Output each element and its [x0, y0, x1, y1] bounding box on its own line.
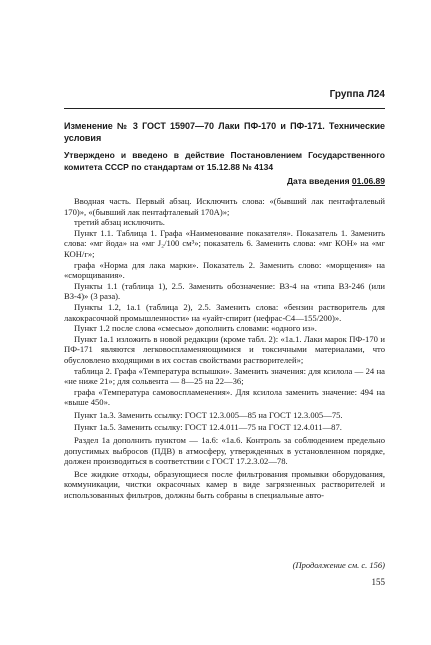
approval-statement: Утверждено и введено в действие Постановлением Государственного комитета СССР по стандартам от 15.12.88 № 4134	[64, 150, 385, 172]
effective-date-label: Дата введения	[286, 176, 350, 186]
paragraph: Пункт 1а.1 изложить в новой редакции (кроме табл. 2): «1а.1. Лаки марок ПФ-170 и ПФ-171 являются легковоспламеняющимися и токсичными материалами, что обусловлено входящими в их состав свойствами растворителей»;	[64, 333, 385, 365]
continuation-note: (Продолжение см. с. 156)	[292, 560, 385, 570]
paragraph: Все жидкие отходы, образующиеся после фильтрования промывки оборудования, коммуникации, чистки окрасочных камер в виде загрязненных растворителей и использованных фильтров, должны быть собраны в специальные авто-	[64, 468, 385, 501]
paragraph: таблица 2. Графа «Температура вспышки». Заменить значения: для ксилола — 24 на «не ниже 21»; для сольвента — 8—25 на 22—36;	[64, 365, 385, 387]
paragraph: Вводная часть. Первый абзац. Исключить слова: «(бывший лак пентафталевый 170)», «(бывший лак пентафталевый 170А)»;	[64, 196, 385, 217]
document-body	[64, 196, 385, 501]
paragraph: Пункт 1.2 после слова «смесью» дополнить словами: «одного из».	[74, 323, 317, 334]
paragraph: графа «Норма для лака марки». Показатель 2. Заменить слово: «морщения» на «сморщивания».	[64, 259, 385, 281]
page-number: 155	[371, 577, 385, 587]
effective-date-line	[287, 176, 385, 186]
paragraph: третий абзац исключить.	[74, 217, 165, 228]
effective-date-value: 01.06.89	[351, 176, 385, 186]
group-label: Группа Л24	[329, 89, 385, 100]
paragraph: Пункты 1.1 (таблица 1), 2.5. Заменить обозначение: ВЗ-4 на «типа ВЗ-246 (или ВЗ-4)» (3 раза).	[64, 280, 385, 302]
amendment-heading: Изменение № 3 ГОСТ 15907—70 Лаки ПФ-170 и ПФ-171. Технические условия	[64, 121, 385, 143]
header-rule	[64, 108, 385, 109]
paragraph: графа «Температура самовоспламенения». Для ксилола заменить значение: 494 на «выше 450».	[64, 386, 385, 408]
paragraph: Пункты 1.2, 1а.1 (таблица 2), 2.5. Заменить слова: «бензин растворитель для лакокрасочной промышленности» на «уайт-спирит (нефрас-С4—155/200)».	[64, 301, 385, 323]
paragraph: Пункт 1а.3. Заменить ссылку: ГОСТ 12.3.005—85 на ГОСТ 12.3.005—75.	[74, 409, 343, 420]
paragraph: Раздел 1а дополнить пунктом — 1а.6: «1а.6. Контроль за соблюдением предельно допустимых выбросов (ПДВ) в атмосферу, утвержденных в установленном порядке, должен производиться в соответствии с ГОСТ 17.2.3.02—78.	[64, 435, 385, 467]
paragraph: Пункт 1а.5. Заменить ссылку: ГОСТ 12.4.011—75 на ГОСТ 12.4.011—87.	[74, 422, 342, 433]
paragraph: Пункт 1.1. Таблица 1. Графа «Наименование показателя». Показатель 1. Заменить слова: «мг йода» на «мг J₂/100 см³»; показатель 6. Заменить слова: «мг КОН» на «мг КОН/г»;	[64, 227, 385, 259]
